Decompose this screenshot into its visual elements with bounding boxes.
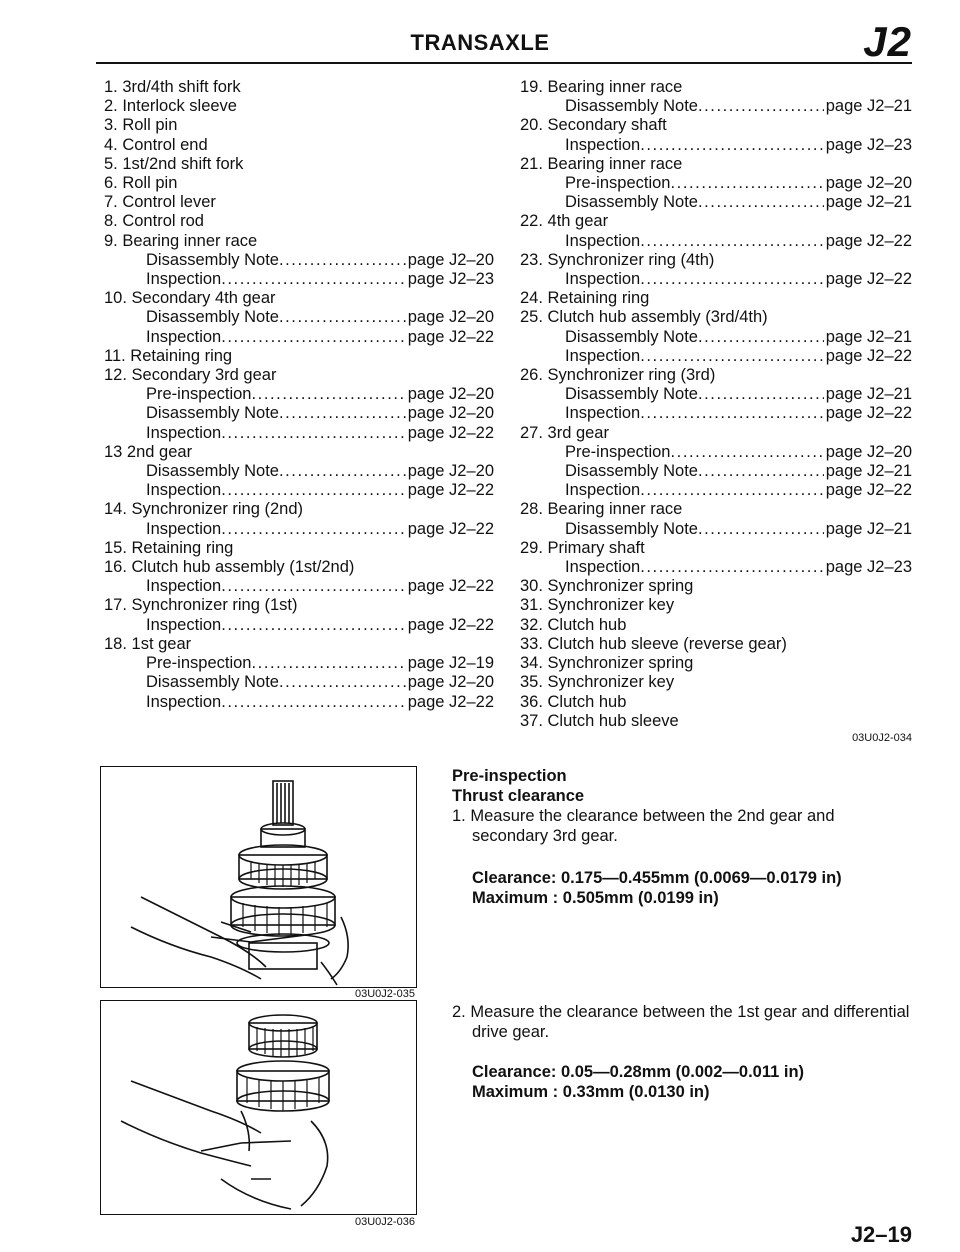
parts-list-item: 4. Control end bbox=[104, 135, 208, 154]
parts-list-item: 13 2nd gear bbox=[104, 442, 193, 461]
subitem-label: Disassembly Note bbox=[146, 404, 279, 423]
parts-list-subitem bbox=[104, 577, 494, 596]
parts-list-item: 28. Bearing inner race bbox=[520, 500, 683, 519]
dot-leader bbox=[221, 270, 406, 289]
parts-list-subitem bbox=[104, 693, 494, 712]
subitem-label: Inspection bbox=[565, 481, 641, 500]
parts-list-subitem bbox=[520, 462, 912, 481]
page-reference: page J2–20 bbox=[407, 250, 494, 269]
dot-leader bbox=[251, 385, 405, 404]
page-reference: page J2–22 bbox=[407, 481, 494, 500]
dot-leader bbox=[698, 385, 824, 404]
parts-list-item: 17. Synchronizer ring (1st) bbox=[104, 596, 298, 615]
parts-list-item: 14. Synchronizer ring (2nd) bbox=[104, 500, 304, 519]
step-1-maximum: Maximum : 0.505mm (0.0199 in) bbox=[472, 889, 719, 907]
parts-list-subitem bbox=[520, 404, 912, 423]
dot-leader bbox=[640, 136, 824, 155]
subitem-label: Pre-inspection bbox=[565, 174, 671, 193]
page-reference: page J2–20 bbox=[407, 673, 494, 692]
page-reference: page J2–23 bbox=[825, 558, 912, 577]
dot-leader bbox=[279, 462, 406, 481]
thrust-clearance-heading: Thrust clearance bbox=[452, 787, 585, 805]
subitem-label: Inspection bbox=[146, 519, 222, 538]
parts-list-item: 5. 1st/2nd shift fork bbox=[104, 154, 244, 173]
parts-list-item: 23. Synchronizer ring (4th) bbox=[520, 250, 715, 269]
parts-list-item: 19. Bearing inner race bbox=[520, 78, 683, 96]
dot-leader bbox=[640, 232, 824, 251]
parts-list-item: 15. Retaining ring bbox=[104, 538, 234, 557]
illustration-secondary-shaft bbox=[101, 767, 416, 987]
dot-leader bbox=[640, 270, 824, 289]
step-2-clearance: Clearance: 0.05—0.28mm (0.002—0.011 in) bbox=[472, 1063, 805, 1081]
parts-list-right bbox=[520, 78, 912, 731]
dot-leader bbox=[698, 328, 824, 347]
parts-list-subitem bbox=[520, 558, 912, 577]
page-number: J2–19 bbox=[850, 1222, 912, 1247]
header-divider bbox=[96, 62, 912, 64]
dot-leader bbox=[640, 347, 824, 366]
subitem-label: Disassembly Note bbox=[565, 327, 698, 346]
parts-list-subitem bbox=[104, 520, 494, 539]
dot-leader bbox=[221, 481, 406, 500]
parts-list-item: 24. Retaining ring bbox=[520, 289, 650, 308]
page-reference: page J2–20 bbox=[825, 174, 912, 193]
subitem-label: Disassembly Note bbox=[565, 385, 698, 404]
dot-leader bbox=[221, 693, 406, 712]
parts-list-item: 31. Synchronizer key bbox=[520, 596, 675, 615]
step-1-text: 1. Measure the clearance between the 2nd gear and secondary 3rd gear. bbox=[452, 807, 835, 845]
subitem-label: Disassembly Note bbox=[565, 462, 698, 481]
parts-list-item: 32. Clutch hub bbox=[520, 615, 627, 634]
page-reference: page J2–22 bbox=[407, 615, 494, 634]
dot-leader bbox=[640, 404, 824, 423]
subitem-label: Inspection bbox=[146, 423, 222, 442]
parts-list-item: 36. Clutch hub bbox=[520, 692, 627, 711]
parts-list-item: 1. 3rd/4th shift fork bbox=[104, 78, 241, 96]
illustration-1st-gear bbox=[101, 1001, 416, 1214]
parts-list-item: 6. Roll pin bbox=[104, 174, 178, 193]
page-reference: page J2–21 bbox=[825, 97, 912, 116]
page-reference: page J2–22 bbox=[407, 423, 494, 442]
parts-list-subitem bbox=[520, 443, 912, 462]
subitem-label: Inspection bbox=[146, 481, 222, 500]
subitem-label: Inspection bbox=[565, 404, 641, 423]
figure-thrust-clearance-1st-gear bbox=[100, 1000, 417, 1215]
parts-list-subitem bbox=[520, 232, 912, 251]
parts-list-subitem bbox=[520, 347, 912, 366]
subitem-label: Pre-inspection bbox=[146, 385, 252, 404]
page-reference: page J2–22 bbox=[825, 270, 912, 289]
parts-list-subitem bbox=[520, 97, 912, 116]
subitem-label: Disassembly Note bbox=[565, 97, 698, 116]
dot-leader bbox=[279, 673, 406, 692]
parts-list-item: 27. 3rd gear bbox=[520, 423, 609, 442]
page-reference: page J2–22 bbox=[407, 519, 494, 538]
section-code: J2 bbox=[863, 18, 912, 65]
subitem-label: Inspection bbox=[565, 558, 641, 577]
page-reference: page J2–22 bbox=[407, 692, 494, 711]
subitem-label: Inspection bbox=[146, 615, 222, 634]
page-title: TRANSAXLE bbox=[410, 30, 550, 55]
subitem-label: Pre-inspection bbox=[565, 442, 671, 461]
dot-leader bbox=[221, 577, 406, 596]
preinspection-section bbox=[452, 766, 914, 908]
dot-leader bbox=[221, 424, 406, 443]
parts-list-subitem bbox=[104, 654, 494, 673]
subitem-label: Pre-inspection bbox=[146, 654, 252, 673]
parts-list-item: 12. Secondary 3rd gear bbox=[104, 366, 277, 385]
parts-list-item: 10. Secondary 4th gear bbox=[104, 289, 276, 308]
dot-leader bbox=[279, 251, 406, 270]
parts-list-subitem bbox=[104, 385, 494, 404]
parts-list-item: 35. Synchronizer key bbox=[520, 673, 675, 692]
subitem-label: Inspection bbox=[146, 577, 222, 596]
parts-list-item: 20. Secondary shaft bbox=[520, 116, 667, 135]
page-reference: page J2–21 bbox=[825, 193, 912, 212]
parts-list-subitem bbox=[104, 251, 494, 270]
page-reference: page J2–23 bbox=[825, 135, 912, 154]
parts-list-subitem bbox=[520, 174, 912, 193]
figure-thrust-clearance-2nd-gear bbox=[100, 766, 417, 988]
parts-list-item: 9. Bearing inner race bbox=[104, 231, 258, 250]
parts-list-item: 26. Synchronizer ring (3rd) bbox=[520, 366, 716, 385]
subitem-label: Inspection bbox=[146, 327, 222, 346]
parts-list-item: 18. 1st gear bbox=[104, 634, 192, 653]
step-2-section bbox=[452, 1002, 914, 1102]
step-2-text: 2. Measure the clearance between the 1st gear and differential drive gear. bbox=[452, 1003, 910, 1041]
parts-list-left bbox=[104, 78, 494, 712]
dot-leader bbox=[698, 520, 824, 539]
page-reference: page J2–22 bbox=[825, 346, 912, 365]
parts-list-subitem bbox=[104, 308, 494, 327]
parts-list-item: 33. Clutch hub sleeve (reverse gear) bbox=[520, 634, 787, 653]
parts-list-item: 16. Clutch hub assembly (1st/2nd) bbox=[104, 558, 355, 577]
parts-list-item: 22. 4th gear bbox=[520, 212, 609, 231]
page-reference: page J2–22 bbox=[825, 404, 912, 423]
parts-list-item: 30. Synchronizer spring bbox=[520, 577, 694, 596]
parts-list-subitem bbox=[520, 270, 912, 289]
dot-leader bbox=[698, 97, 824, 116]
parts-list-item: 29. Primary shaft bbox=[520, 538, 645, 557]
parts-list-subitem bbox=[104, 616, 494, 635]
page-reference: page J2–20 bbox=[407, 308, 494, 327]
dot-leader bbox=[670, 443, 823, 462]
parts-list-subitem bbox=[104, 481, 494, 500]
step-1-clearance: Clearance: 0.175—0.455mm (0.0069—0.0179 in) bbox=[472, 869, 842, 887]
parts-list-item: 2. Interlock sleeve bbox=[104, 97, 237, 116]
parts-list-subitem bbox=[520, 193, 912, 212]
figure-code-1: 03U0J2-035 bbox=[355, 988, 415, 1000]
dot-leader bbox=[279, 404, 406, 423]
dot-leader bbox=[251, 654, 405, 673]
subitem-label: Inspection bbox=[565, 346, 641, 365]
page-reference: page J2–22 bbox=[407, 577, 494, 596]
parts-list-subitem bbox=[520, 328, 912, 347]
parts-list-item: 34. Synchronizer spring bbox=[520, 654, 694, 673]
page-reference: page J2–22 bbox=[407, 327, 494, 346]
parts-list-subitem bbox=[104, 462, 494, 481]
dot-leader bbox=[640, 481, 824, 500]
subitem-label: Inspection bbox=[146, 270, 222, 289]
page-reference: page J2–20 bbox=[407, 462, 494, 481]
page-reference: page J2–22 bbox=[825, 231, 912, 250]
subitem-label: Disassembly Note bbox=[565, 519, 698, 538]
subitem-label: Disassembly Note bbox=[146, 250, 279, 269]
parts-list-item: 7. Control lever bbox=[104, 193, 216, 212]
subitem-label: Inspection bbox=[146, 692, 222, 711]
parts-list-subitem bbox=[104, 404, 494, 423]
page-reference: page J2–21 bbox=[825, 327, 912, 346]
parts-list-subitem bbox=[520, 520, 912, 539]
parts-list-item: 25. Clutch hub assembly (3rd/4th) bbox=[520, 308, 768, 327]
figure-code-2: 03U0J2-036 bbox=[355, 1216, 415, 1228]
page-reference: page J2–20 bbox=[825, 442, 912, 461]
subitem-label: Inspection bbox=[565, 135, 641, 154]
parts-list-subitem bbox=[104, 270, 494, 289]
dot-leader bbox=[698, 462, 824, 481]
dot-leader bbox=[640, 558, 824, 577]
parts-list-subitem bbox=[520, 385, 912, 404]
parts-list-subitem bbox=[104, 424, 494, 443]
page-reference: page J2–21 bbox=[825, 385, 912, 404]
page-reference: page J2–20 bbox=[407, 385, 494, 404]
dot-leader bbox=[698, 193, 824, 212]
parts-list-subitem bbox=[520, 136, 912, 155]
subitem-label: Inspection bbox=[565, 231, 641, 250]
step-2-maximum: Maximum : 0.33mm (0.0130 in) bbox=[472, 1083, 710, 1101]
subitem-label: Disassembly Note bbox=[565, 193, 698, 212]
page-reference: page J2–21 bbox=[825, 519, 912, 538]
dot-leader bbox=[279, 308, 406, 327]
dot-leader bbox=[670, 174, 823, 193]
parts-list-item: 3. Roll pin bbox=[104, 116, 178, 135]
page-reference: page J2–23 bbox=[407, 270, 494, 289]
dot-leader bbox=[221, 616, 406, 635]
parts-list-subitem bbox=[104, 673, 494, 692]
page-reference: page J2–20 bbox=[407, 404, 494, 423]
page-reference: page J2–19 bbox=[407, 654, 494, 673]
parts-list-item: 37. Clutch hub sleeve bbox=[520, 711, 679, 730]
page-reference: page J2–21 bbox=[825, 462, 912, 481]
subitem-label: Inspection bbox=[565, 270, 641, 289]
preinspection-heading: Pre-inspection bbox=[452, 767, 567, 785]
dot-leader bbox=[221, 328, 406, 347]
parts-list-item: 11. Retaining ring bbox=[104, 346, 233, 365]
subitem-label: Disassembly Note bbox=[146, 462, 279, 481]
parts-list-subitem bbox=[520, 481, 912, 500]
subitem-label: Disassembly Note bbox=[146, 308, 279, 327]
figure-code-exploded-view: 03U0J2-034 bbox=[852, 732, 912, 744]
page-reference: page J2–22 bbox=[825, 481, 912, 500]
dot-leader bbox=[221, 520, 406, 539]
parts-list-item: 21. Bearing inner race bbox=[520, 154, 683, 173]
parts-list-item: 8. Control rod bbox=[104, 212, 204, 231]
parts-list-subitem bbox=[104, 328, 494, 347]
subitem-label: Disassembly Note bbox=[146, 673, 279, 692]
